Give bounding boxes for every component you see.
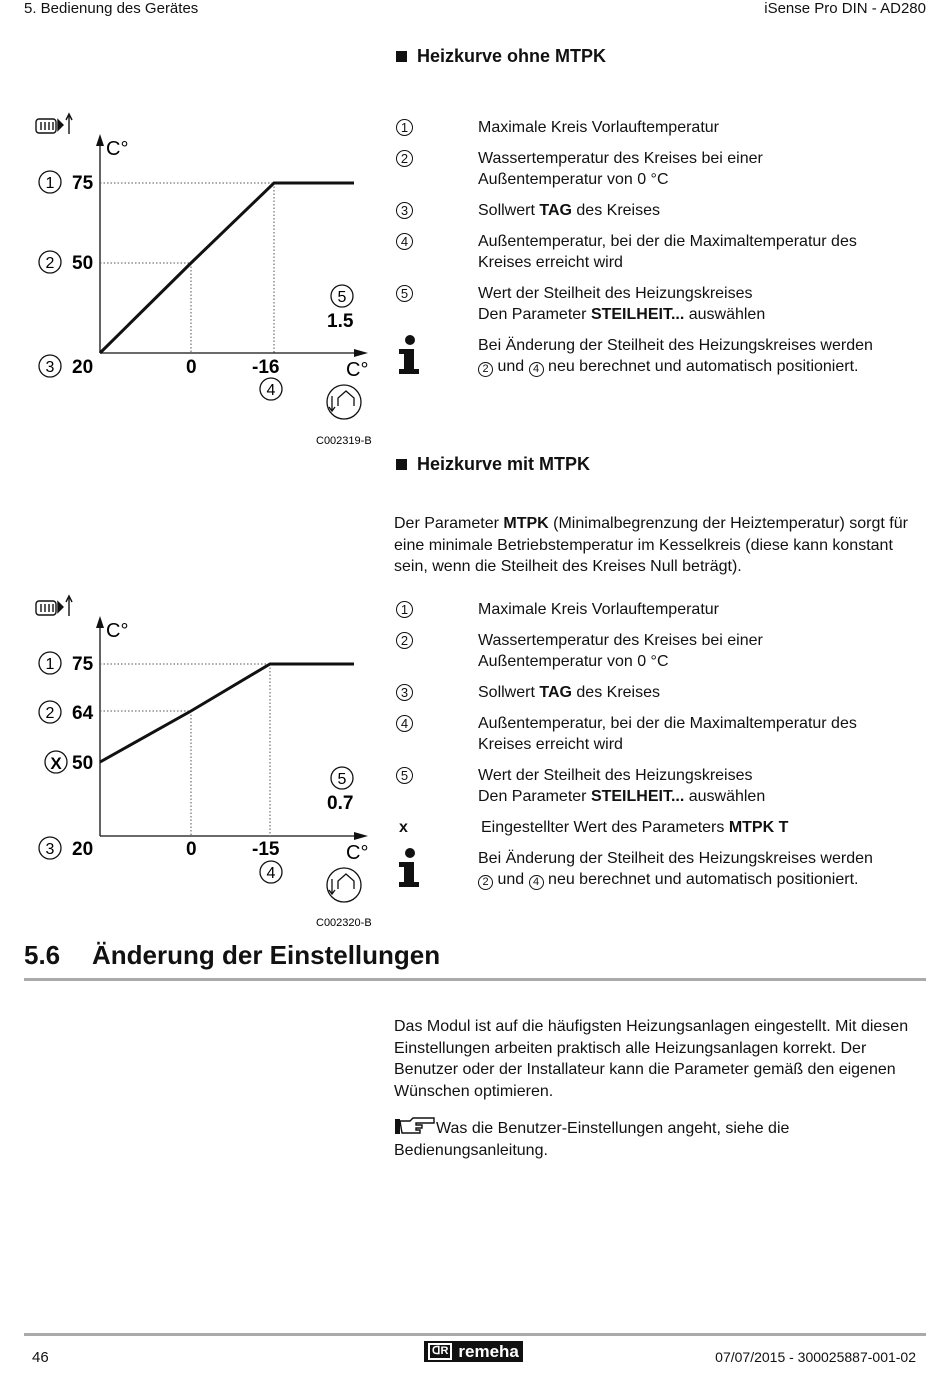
svg-text:X: X bbox=[50, 754, 62, 773]
svg-text:4: 4 bbox=[266, 382, 276, 399]
x-tick-0: 0 bbox=[186, 357, 197, 378]
heating-curve-line bbox=[100, 183, 354, 353]
heating-curve-line bbox=[100, 664, 354, 762]
label-1 bbox=[39, 652, 61, 674]
circled-3: 3 bbox=[396, 202, 413, 219]
label-4 bbox=[260, 861, 282, 883]
svg-text:1: 1 bbox=[45, 656, 55, 673]
label-2 bbox=[39, 251, 61, 273]
circled-3: 3 bbox=[396, 684, 413, 701]
svg-text:2: 2 bbox=[45, 705, 55, 722]
label-x bbox=[45, 751, 67, 773]
section-title: Änderung der Einstellungen bbox=[92, 940, 441, 970]
svg-text:1: 1 bbox=[45, 175, 55, 192]
radiator-flow-icon bbox=[36, 114, 72, 134]
svg-text:4: 4 bbox=[266, 865, 276, 882]
bullet-square-icon bbox=[396, 51, 407, 62]
legend-row: 5 Wert der Steilheit des Heizungskreises Den Parameter STEILHEIT... auswählen bbox=[396, 283, 926, 325]
label-1 bbox=[39, 171, 61, 193]
label-3 bbox=[39, 837, 61, 859]
y-tick-20: 20 bbox=[72, 839, 94, 860]
legend-2 bbox=[396, 599, 926, 894]
svg-text:2: 2 bbox=[45, 255, 55, 272]
page-number: 46 bbox=[32, 1349, 49, 1366]
y-tick-20: 20 bbox=[72, 357, 94, 378]
radiator-flow-icon bbox=[36, 596, 72, 616]
slope-value: 0.7 bbox=[327, 793, 354, 814]
outdoor-sensor-icon bbox=[327, 868, 361, 902]
info-icon bbox=[396, 848, 422, 888]
label-5 bbox=[331, 285, 353, 307]
circled-4: 4 bbox=[396, 715, 413, 732]
label-3 bbox=[39, 355, 61, 377]
circled-1: 1 bbox=[396, 601, 413, 618]
legend-row: 2 Wassertemperatur des Kreises bei einer Außentemperatur von 0 °C bbox=[396, 630, 926, 672]
pointing-hand-icon bbox=[394, 1116, 436, 1136]
legend-row: 5 Wert der Steilheit des Heizungskreises Den Parameter STEILHEIT... auswählen bbox=[396, 765, 926, 807]
legend-row: x Eingestellter Wert des Parameters MTPK T bbox=[399, 819, 789, 836]
y-tick-64: 64 bbox=[72, 703, 94, 724]
section-heading bbox=[24, 940, 440, 971]
remeha-logo: ᗡR remeha bbox=[424, 1341, 523, 1362]
legend-1 bbox=[396, 117, 926, 381]
label-2 bbox=[39, 701, 61, 723]
x-unit-label: C° bbox=[346, 842, 369, 864]
info-icon bbox=[396, 335, 422, 375]
chart-1 bbox=[24, 110, 374, 450]
y-tick-75: 75 bbox=[72, 654, 94, 675]
svg-text:3: 3 bbox=[45, 359, 55, 376]
header-section: 5. Bedienung des Gerätes bbox=[24, 0, 199, 17]
svg-text:5: 5 bbox=[337, 771, 347, 788]
x-unit-label: C° bbox=[346, 359, 369, 381]
x-tick-neg16: -16 bbox=[252, 357, 280, 378]
mtpk-intro: Der Parameter MTPK (Minimalbegrenzung der Heiztemperatur) sorgt für eine minimale Betriebstemperatur im Kesselkreis (diese kann konstant sein, wenn die Steilheit des Kreises Null beträgt). bbox=[394, 515, 908, 575]
info-note: Bei Änderung der Steilheit des Heizungskreises werden 2 und 4 neu berechnet und automatisch positioniert. bbox=[396, 335, 926, 381]
chart-2 bbox=[24, 592, 374, 932]
reference-note: Was die Benutzer-Einstellungen angeht, siehe die Bedienungsanleitung. bbox=[394, 1116, 914, 1161]
heading-heizkurve-mit bbox=[396, 454, 590, 475]
document-id: 07/07/2015 - 300025887-001-02 bbox=[715, 1349, 916, 1365]
info-note: Bei Änderung der Steilheit des Heizungskreises werden 2 und 4 neu berechnet und automatisch positioniert. bbox=[396, 848, 926, 894]
header-product: iSense Pro DIN - AD280 bbox=[764, 0, 926, 17]
section-number: 5.6 bbox=[24, 940, 61, 970]
section-divider bbox=[24, 978, 926, 981]
label-4 bbox=[260, 378, 282, 400]
circled-2: 2 bbox=[396, 632, 413, 649]
figure-code: C002319-B bbox=[316, 435, 372, 447]
footer-divider bbox=[24, 1333, 926, 1336]
section-paragraph: Das Modul ist auf die häufigsten Heizungsanlagen eingestellt. Mit diesen Einstellungen arbeiten praktisch alle Heizungsanlagen korrekt. Der Benutzer oder der Installateur kann die Parameter gemäß den eigenen Wünschen optimieren. bbox=[394, 1018, 909, 1100]
circled-4: 4 bbox=[396, 233, 413, 250]
svg-text:5: 5 bbox=[337, 289, 347, 306]
legend-row: 2 Wassertemperatur des Kreises bei einer Außentemperatur von 0 °C bbox=[396, 148, 926, 190]
x-tick-neg15: -15 bbox=[252, 839, 280, 860]
svg-text:3: 3 bbox=[45, 841, 55, 858]
figure-code: C002320-B bbox=[316, 917, 372, 929]
legend-row: 1 Maximale Kreis Vorlauftemperatur bbox=[396, 599, 926, 620]
circled-1: 1 bbox=[396, 119, 413, 136]
y-tick-50: 50 bbox=[72, 253, 94, 274]
bullet-square-icon bbox=[396, 459, 407, 470]
heading-text: Heizkurve mit MTPK bbox=[417, 454, 591, 474]
legend-row: 1 Maximale Kreis Vorlauftemperatur bbox=[396, 117, 926, 138]
legend-row: 3 Sollwert TAG des Kreises bbox=[396, 200, 926, 221]
legend-row: 4 Außentemperatur, bei der die Maximaltemperatur des Kreises erreicht wird bbox=[396, 231, 926, 273]
legend-row: 4 Außentemperatur, bei der die Maximaltemperatur des Kreises erreicht wird bbox=[396, 713, 926, 755]
x-tick-0: 0 bbox=[186, 839, 197, 860]
slope-value: 1.5 bbox=[327, 311, 354, 332]
outdoor-sensor-icon bbox=[327, 385, 361, 419]
circled-2: 2 bbox=[396, 150, 413, 167]
heading-heizkurve-ohne bbox=[396, 46, 606, 67]
circled-5: 5 bbox=[396, 285, 413, 302]
y-unit-label: C° bbox=[106, 620, 129, 642]
heading-text: Heizkurve ohne MTPK bbox=[417, 46, 607, 66]
legend-row: 3 Sollwert TAG des Kreises bbox=[396, 682, 926, 703]
y-tick-50: 50 bbox=[72, 753, 94, 774]
label-5 bbox=[331, 767, 353, 789]
y-unit-label: C° bbox=[106, 138, 129, 160]
y-tick-75: 75 bbox=[72, 173, 94, 194]
circled-5: 5 bbox=[396, 767, 413, 784]
